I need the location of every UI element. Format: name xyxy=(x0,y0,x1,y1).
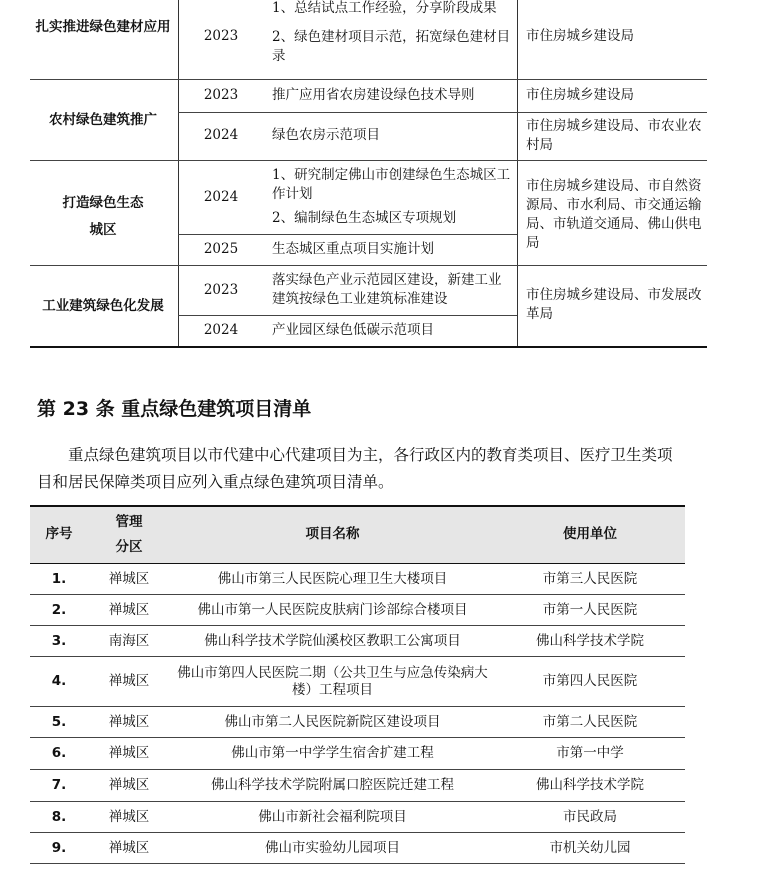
table-2-row-district: 禅城区 xyxy=(108,601,150,618)
table-2-row-no: 9. xyxy=(51,839,67,856)
table-2-row-no: 4. xyxy=(51,673,67,689)
table-2-row-name: 佛山市第四人民医院二期（公共卫生与应急传染病大楼）工程项目 xyxy=(177,664,488,698)
table-2-row-district: 南海区 xyxy=(108,632,150,649)
table-1-task: 推广应用省农房建设绿色技术导则 xyxy=(272,87,475,103)
table-2-row-district: 禅城区 xyxy=(108,745,150,761)
table-2-header-unit: 使用单位 xyxy=(563,526,617,542)
table-1-category: 扎实推进绿色建材应用 xyxy=(35,19,171,35)
table-2-row-district: 禅城区 xyxy=(108,808,150,825)
table-1-dept: 市住房城乡建设局 xyxy=(526,87,634,103)
table-2-row-district: 禅城区 xyxy=(108,777,150,793)
table-2-row-district: 禅城区 xyxy=(108,713,150,730)
table-2-row-no: 2. xyxy=(51,601,67,618)
table-2-header-name: 项目名称 xyxy=(305,526,360,542)
table-2-row-unit: 市机关幼儿园 xyxy=(549,839,631,856)
table-2-row-no: 6. xyxy=(51,745,67,761)
table-1-task: 落实绿色产业示范园区建设，新建工业建筑按绿色工业建筑标准建设 xyxy=(272,272,502,307)
table-2-row-name: 佛山市第一中学学生宿舍扩建工程 xyxy=(231,745,434,761)
table-1-task: 绿色农房示范项目 xyxy=(272,127,380,143)
table-1-task: 生态城区重点项目实施计划 xyxy=(272,241,434,257)
table-1-category: 打造绿色生态城区 xyxy=(62,195,144,238)
table-1-year: 2023 xyxy=(203,28,239,44)
table-1-dept: 市住房城乡建设局、市发展改革局 xyxy=(526,287,702,322)
table-1-task: 1、总结试点工作经验，分享阶段成果 xyxy=(272,0,497,16)
table-2-header-no: 序号 xyxy=(45,526,73,542)
table-1-task: 2、编制绿色生态城区专项规划 xyxy=(272,210,457,226)
section-paragraph: 重点绿色建筑项目以市代建中心代建项目为主，各行政区内的教育类项目、医疗卫生类项目和居民保障类项目应列入重点绿色建筑项目清单。 xyxy=(37,446,673,491)
table-2-row-district: 禅城区 xyxy=(108,839,150,856)
table-2-row-unit: 市民政局 xyxy=(563,808,617,825)
table-1-dept: 市住房城乡建设局、市自然资源局、市水利局、市交通运输局、市轨道交通局、佛山供电局 xyxy=(526,178,702,251)
section-title: 第 23 条 重点绿色建筑项目清单 xyxy=(37,398,312,420)
table-2-row-no: 1. xyxy=(51,570,67,587)
table-1-category: 农村绿色建筑推广 xyxy=(49,112,157,128)
table-2-row-unit: 市第四人民医院 xyxy=(542,673,638,689)
table-2-row-no: 3. xyxy=(51,632,67,649)
table-1-dept: 市住房城乡建设局、市农业农村局 xyxy=(526,118,702,153)
table-2-row-district: 禅城区 xyxy=(108,673,150,689)
table-2-row-name: 佛山市新社会福利院项目 xyxy=(258,808,407,825)
table-1-year: 2024 xyxy=(203,322,239,338)
table-2-row-unit: 市第一中学 xyxy=(556,745,624,761)
table-1-task: 2、绿色建材项目示范，拓宽绿色建材目录 xyxy=(272,29,511,64)
table-1-year: 2024 xyxy=(203,127,239,143)
table-2-row-no: 5. xyxy=(51,713,67,730)
table-2-row-district: 禅城区 xyxy=(108,570,150,587)
table-1-year: 2023 xyxy=(203,87,239,103)
table-2-row-unit: 市第三人民医院 xyxy=(542,570,638,587)
table-2-row-name: 佛山科学技术学院仙溪校区教职工公寓项目 xyxy=(204,632,461,649)
table-2-row-unit: 佛山科学技术学院 xyxy=(536,632,644,649)
table-2-row-name: 佛山市第一人民医院皮肤病门诊部综合楼项目 xyxy=(197,601,468,618)
table-2-header-district xyxy=(88,506,170,563)
table-1-dept: 市住房城乡建设局 xyxy=(526,28,634,44)
table-2-row-unit: 市第二人民医院 xyxy=(542,713,638,730)
table-1-year: 2024 xyxy=(203,189,239,205)
table-2-row-no: 8. xyxy=(51,808,67,825)
table-2-row-name: 佛山科学技术学院附属口腔医院迁建工程 xyxy=(211,777,454,793)
table-2-row-no: 7. xyxy=(51,777,67,793)
table-2-header-district-line2: 分区 xyxy=(115,538,143,555)
table-1-task: 产业园区绿色低碳示范项目 xyxy=(272,322,434,338)
table-2-row-name: 佛山市第二人民医院新院区建设项目 xyxy=(224,713,441,730)
table-1-category: 工业建筑绿色化发展 xyxy=(42,298,164,314)
table-2-row-name: 佛山市第三人民医院心理卫生大楼项目 xyxy=(217,570,448,587)
table-1-year: 2023 xyxy=(203,282,239,298)
table-1-year: 2025 xyxy=(203,241,239,257)
table-2-row-unit: 市第一人民医院 xyxy=(542,601,638,618)
table-2-row-unit: 佛山科学技术学院 xyxy=(536,777,644,793)
table-1-task: 1、研究制定佛山市创建绿色生态城区工作计划 xyxy=(272,167,511,202)
table-2-header-district-line1: 管理 xyxy=(115,513,143,530)
table-2-row-name: 佛山市实验幼儿园项目 xyxy=(265,839,400,856)
